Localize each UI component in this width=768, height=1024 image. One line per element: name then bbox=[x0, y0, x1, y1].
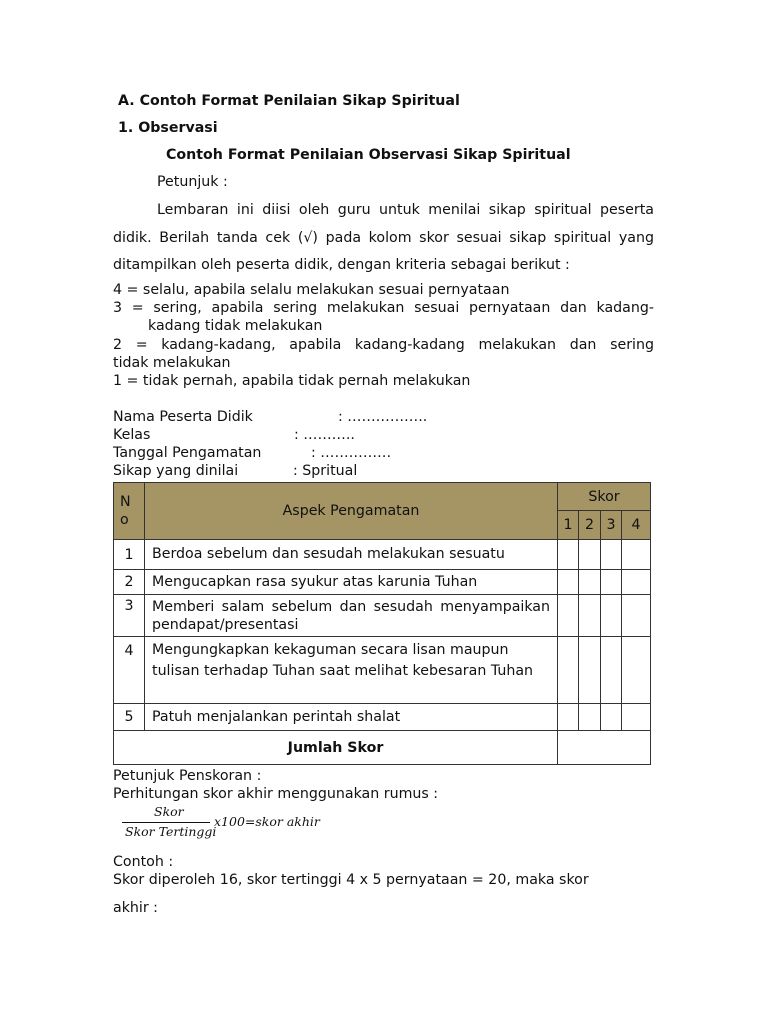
score-cell[interactable] bbox=[558, 570, 579, 595]
row-number: 1 bbox=[114, 540, 145, 570]
score-cell[interactable] bbox=[601, 570, 622, 595]
row-aspek: Berdoa sebelum dan sesudah melakukan sesuatu bbox=[145, 540, 558, 570]
format-title: Contoh Format Penilaian Observasi Sikap Spiritual bbox=[166, 147, 571, 163]
row-number: 5 bbox=[114, 704, 145, 731]
intro-line-3: ditampilkan oleh peserta didik, dengan kriteria sebagai berikut : bbox=[113, 257, 570, 273]
score-col-3: 3 bbox=[601, 511, 622, 540]
intro-line-1: Lembaran ini diisi oleh guru untuk menilai sikap spiritual peserta bbox=[157, 202, 654, 218]
criteria-2-line2: tidak melakukan bbox=[113, 355, 231, 371]
criteria-4: 4 = selalu, apabila selalu melakukan sesuai pernyataan bbox=[113, 282, 510, 298]
score-cell[interactable] bbox=[579, 704, 601, 731]
intro-line-2: didik. Berilah tanda cek (√) pada kolom skor sesuai sikap spiritual yang bbox=[113, 230, 654, 246]
heading-a: A. Contoh Format Penilaian Sikap Spiritual bbox=[118, 93, 460, 109]
table-row bbox=[114, 637, 651, 704]
criteria-2-line1: 2 = kadang-kadang, apabila kadang-kadang melakukan dan sering bbox=[113, 337, 654, 353]
score-cell[interactable] bbox=[622, 595, 651, 637]
kelas-value: : ……….. bbox=[294, 427, 355, 443]
penskoran-label: Petunjuk Penskoran : bbox=[113, 768, 262, 784]
score-cell[interactable] bbox=[622, 570, 651, 595]
row-number: 2 bbox=[114, 570, 145, 595]
score-cell[interactable] bbox=[622, 540, 651, 570]
formula-denominator: Skor Tertinggi bbox=[125, 824, 217, 839]
observation-table bbox=[113, 482, 651, 765]
row-number: 4 bbox=[114, 637, 145, 704]
score-cell[interactable] bbox=[579, 595, 601, 637]
contoh-line-2: akhir : bbox=[113, 900, 158, 916]
score-cell[interactable] bbox=[622, 637, 651, 704]
row-number: 3 bbox=[114, 595, 145, 637]
fraction-bar bbox=[122, 822, 210, 823]
nama-label: Nama Peserta Didik bbox=[113, 409, 253, 425]
score-cell[interactable] bbox=[601, 637, 622, 704]
nama-value: : …………….. bbox=[338, 409, 428, 425]
score-cell[interactable] bbox=[601, 595, 622, 637]
score-cell[interactable] bbox=[579, 637, 601, 704]
table-row bbox=[114, 704, 651, 731]
criteria-1: 1 = tidak pernah, apabila tidak pernah melakukan bbox=[113, 373, 471, 389]
table-row bbox=[114, 570, 651, 595]
rumus-intro: Perhitungan skor akhir menggunakan rumus : bbox=[113, 786, 439, 802]
row-aspek: Mengucapkan rasa syukur atas karunia Tuhan bbox=[145, 570, 558, 595]
criteria-3-line1: 3 = sering, apabila sering melakukan sesuai pernyataan dan kadang- bbox=[113, 300, 654, 316]
jumlah-skor-label: Jumlah Skor bbox=[114, 731, 558, 765]
score-cell[interactable] bbox=[601, 704, 622, 731]
score-cell[interactable] bbox=[579, 540, 601, 570]
score-cell[interactable] bbox=[558, 595, 579, 637]
header-aspek: Aspek Pengamatan bbox=[145, 483, 558, 540]
score-cell[interactable] bbox=[622, 704, 651, 731]
sikap-value: : Spritual bbox=[293, 463, 358, 479]
criteria-3-line2: kadang tidak melakukan bbox=[148, 318, 323, 334]
contoh-label: Contoh : bbox=[113, 854, 174, 870]
contoh-line-1: Skor diperoleh 16, skor tertinggi 4 x 5 pernyataan = 20, maka skor bbox=[113, 872, 589, 888]
score-cell[interactable] bbox=[579, 570, 601, 595]
score-cell[interactable] bbox=[558, 637, 579, 704]
header-skor: Skor bbox=[558, 483, 651, 511]
kelas-label: Kelas bbox=[113, 427, 151, 443]
total-row bbox=[114, 731, 651, 765]
row-aspek: Mengungkapkan kekaguman secara lisan maupun tulisan terhadap Tuhan saat melihat kebesaran Tuhan bbox=[145, 637, 558, 704]
petunjuk-label: Petunjuk : bbox=[157, 174, 228, 190]
sikap-label: Sikap yang dinilai bbox=[113, 463, 239, 479]
score-cell[interactable] bbox=[601, 540, 622, 570]
score-cell[interactable] bbox=[558, 704, 579, 731]
score-col-1: 1 bbox=[558, 511, 579, 540]
tanggal-label: Tanggal Pengamatan bbox=[113, 445, 262, 461]
formula-numerator: Skor bbox=[154, 804, 184, 819]
header-no: N o bbox=[114, 483, 145, 540]
row-aspek: Memberi salam sebelum dan sesudah menyampaikan pendapat/presentasi bbox=[145, 595, 558, 637]
row-aspek: Patuh menjalankan perintah shalat bbox=[145, 704, 558, 731]
formula-rest: x100=skor akhir bbox=[214, 814, 320, 829]
score-col-4: 4 bbox=[622, 511, 651, 540]
table-row bbox=[114, 595, 651, 637]
tanggal-value: : …………… bbox=[311, 445, 392, 461]
heading-observasi: 1. Observasi bbox=[118, 120, 218, 136]
score-cell[interactable] bbox=[558, 540, 579, 570]
score-col-2: 2 bbox=[579, 511, 601, 540]
table-row bbox=[114, 540, 651, 570]
jumlah-skor-cell[interactable] bbox=[558, 731, 651, 765]
